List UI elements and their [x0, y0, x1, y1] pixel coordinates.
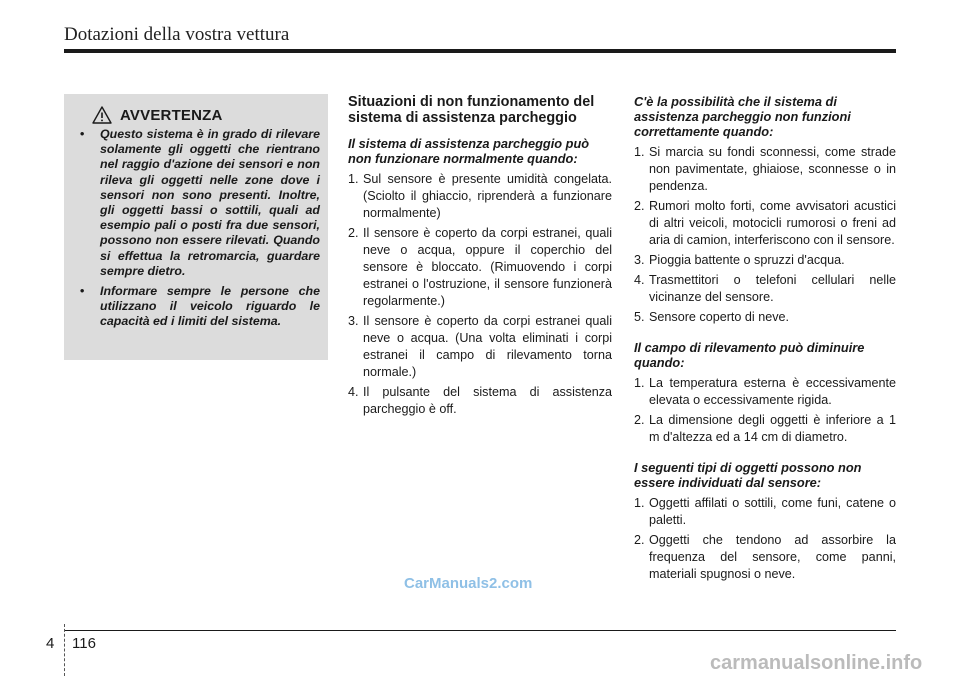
- item-text: Rumori molto forti, come avvisatori acustici di altri veicoli, motocicli rumorosi o freni ad aria di camion, interferiscono con il sensore.: [649, 199, 896, 247]
- list-item: [634, 272, 896, 306]
- section-subtitle: I seguenti tipi di oggetti possono non essere individuati dal sensore:: [634, 460, 862, 490]
- warning-box: [64, 94, 328, 360]
- list-item: [634, 532, 896, 583]
- section-subtitle: Il sistema di assistenza parcheggio può non funzionare normalmente quando:: [348, 136, 590, 166]
- item-number: 3.: [634, 253, 645, 267]
- list-item: [634, 252, 896, 269]
- numbered-list: [634, 495, 896, 583]
- item-number: 1.: [348, 172, 359, 186]
- page-header-title: Dotazioni della vostra vettura: [64, 24, 290, 45]
- item-number: 2.: [634, 533, 645, 547]
- item-text: Il sensore è coperto da corpi estranei, quali neve o acqua, oppure il coperchio del sensore è bloccato. (Rimuovendo i corpi estranei o l'ostruzione, il sensore funzionerà regolarmente.): [363, 226, 612, 308]
- list-item: [348, 225, 612, 310]
- warning-item: • Questo sistema è in grado di rilevare solamente gli oggetti che rientrano nel raggio d'azione dei sensori e non rileva gli oggetti nelle zone dove i sensori non sono presenti. Inoltre, gli oggetti bassi o sottili, quali ad esempio pali o posti fra due sensori, possono non essere rilevati. Quando si effettua la retromarcia, guardare sempre dietro.: [78, 127, 320, 279]
- middle-column: [348, 94, 612, 424]
- item-text: Il sensore è coperto da corpi estranei quali neve o acqua. (Una volta eliminati i corpi estranei il campo di rilevamento torna normale.): [363, 314, 612, 379]
- item-text: Il pulsante del sistema di assistenza parcheggio è off.: [363, 385, 612, 416]
- item-number: 1.: [634, 496, 645, 510]
- numbered-list: [348, 171, 612, 418]
- item-text: Si marcia su fondi sconnessi, come strade non pavimentate, ghiaiose, sconnesse o in pendenza.: [649, 145, 896, 193]
- footer-vline: [64, 624, 65, 676]
- list-item: [634, 309, 896, 326]
- item-number: 1.: [634, 376, 645, 390]
- item-number: 1.: [634, 145, 645, 159]
- right-column: [634, 94, 896, 589]
- header-rule: [64, 49, 896, 53]
- page-number: 116: [72, 635, 96, 652]
- item-text: Sul sensore è presente umidità congelata. (Sciolto il ghiaccio, riprenderà a funzionare normalmente): [363, 172, 612, 220]
- warning-list: [78, 127, 320, 330]
- item-text: Sensore coperto di neve.: [649, 310, 790, 324]
- list-item: [634, 412, 896, 446]
- footer-rule: [64, 630, 896, 631]
- warning-title: AVVERTENZA: [120, 106, 223, 124]
- list-item: [634, 495, 896, 529]
- list-item: [634, 144, 896, 195]
- item-number: 2.: [634, 199, 645, 213]
- watermark-text: CarManuals2.com: [404, 575, 533, 592]
- list-item: [348, 313, 612, 381]
- item-text: Pioggia battente o spruzzi d'acqua.: [649, 253, 845, 267]
- warning-item: • Informare sempre le persone che utilizzano il veicolo riguardo le capacità ed i limiti del sistema.: [78, 284, 320, 330]
- item-number: 2.: [348, 226, 359, 240]
- warning-triangle-icon: [92, 106, 112, 124]
- warning-head: [92, 106, 320, 124]
- chapter-number: 4: [46, 635, 55, 652]
- item-number: 2.: [634, 413, 645, 427]
- list-item: [634, 375, 896, 409]
- section-title: Situazioni di non funzionamento del sistema di assistenza parcheggio: [348, 94, 595, 126]
- list-item: [348, 384, 612, 418]
- numbered-list: [634, 375, 896, 446]
- section-subtitle: Il campo di rilevamento può diminuire quando:: [634, 340, 865, 370]
- list-item: [348, 171, 612, 222]
- item-text: La dimensione degli oggetti è inferiore a 1 m d'altezza ed a 14 cm di diametro.: [649, 413, 896, 444]
- numbered-list: [634, 144, 896, 326]
- item-text: Oggetti affilati o sottili, come funi, catene o paletti.: [649, 496, 896, 527]
- item-number: 4.: [348, 385, 359, 399]
- item-number: 4.: [634, 273, 645, 287]
- item-text: Trasmettitori o telefoni cellulari nelle vicinanze del sensore.: [649, 273, 896, 304]
- list-item: [634, 198, 896, 249]
- item-text: Oggetti che tendono ad assorbire la frequenza del sensore, come panni, materiali spugnosi o neve.: [649, 533, 896, 581]
- site-credit: carmanualsonline.info: [710, 652, 923, 674]
- item-number: 5.: [634, 310, 645, 324]
- item-text: La temperatura esterna è eccessivamente elevata o eccessivamente rigida.: [649, 376, 896, 407]
- item-number: 3.: [348, 314, 359, 328]
- section-subtitle: C'è la possibilità che il sistema di assistenza parcheggio non funzioni correttamente quando:: [634, 94, 851, 139]
